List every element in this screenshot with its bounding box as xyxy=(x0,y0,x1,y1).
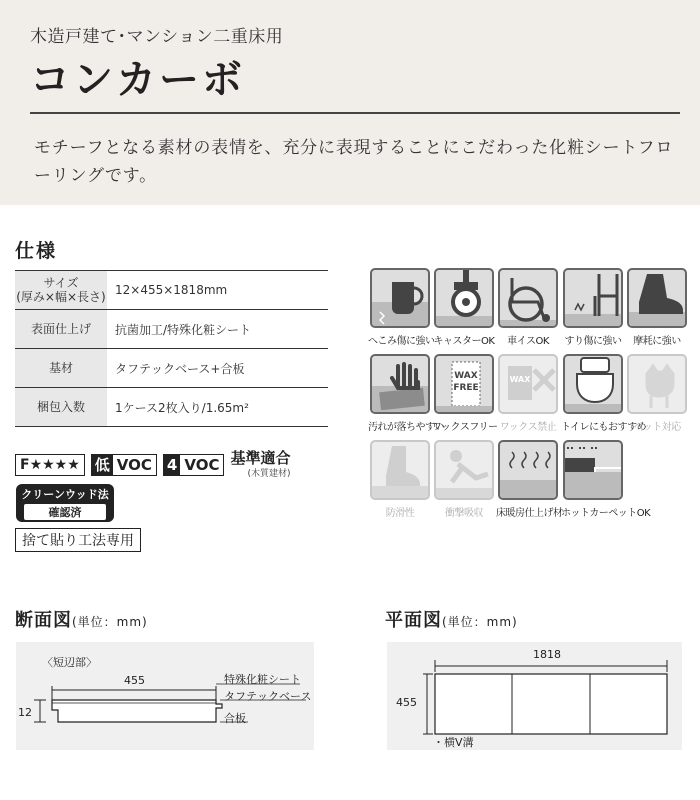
shoe-wear-icon xyxy=(627,268,687,328)
spec-label-packing: 梱包入数 xyxy=(15,388,107,426)
feature-label: トイレにもおすすめ xyxy=(561,422,647,433)
feature-label: 防滑性 xyxy=(385,508,415,519)
plan-drawing xyxy=(387,642,682,750)
feature-label: ワックスフリー xyxy=(432,422,498,433)
fall-impact-icon xyxy=(434,440,494,500)
fstar-badge: F★★★★ xyxy=(15,454,85,476)
four-voc-badge: 4 VOC xyxy=(163,454,225,476)
spec-row-packing xyxy=(15,388,328,427)
mug-dent-icon xyxy=(370,268,430,328)
plan-diagram-title: 平面図(単位：mm) xyxy=(385,610,518,631)
layer-toughtec-label: タフテックベース xyxy=(224,690,312,703)
title-divider xyxy=(30,112,680,114)
feature-label: 摩耗に強い xyxy=(633,336,681,347)
feature-foot-anti-slip xyxy=(370,440,432,519)
wheelchair-icon xyxy=(498,268,558,328)
svg-text:WAX: WAX xyxy=(454,371,478,381)
section-drawing xyxy=(16,642,314,750)
section-diagram-title: 断面図(単位：mm) xyxy=(15,610,148,631)
svg-text:FREE: FREE xyxy=(453,383,479,393)
pet-dog-icon xyxy=(627,354,687,414)
feature-fall-impact xyxy=(434,440,496,519)
feature-label: キャスターOK xyxy=(433,336,495,347)
section-diagram xyxy=(16,642,314,750)
toilet-icon xyxy=(563,354,623,414)
layer-plywood-label: 合板 xyxy=(224,712,246,725)
feature-toilet xyxy=(561,354,647,433)
feature-label: 床暖房仕上げ材 xyxy=(496,508,563,519)
spec-value-size: 12×455×1818mm xyxy=(115,283,228,297)
spec-value-finish: 抗菌加工/特殊化粧シート xyxy=(115,322,252,337)
feature-shoe-wear xyxy=(627,268,689,347)
spec-heading: 仕様 xyxy=(15,240,58,262)
feature-label: 車イスOK xyxy=(507,336,549,347)
product-title: コンカーボ xyxy=(30,57,245,103)
header-band xyxy=(0,0,700,205)
feature-floor-heating xyxy=(496,440,563,519)
construction-method-badge: 捨て貼り工法専用 xyxy=(15,528,141,552)
section-thickness-label: 12 xyxy=(18,706,32,719)
wax-free-icon xyxy=(434,354,494,414)
wax-prohibited-icon xyxy=(498,354,558,414)
feature-mug-dent xyxy=(368,268,435,347)
spec-value-base: タフテックベース+合板 xyxy=(115,361,245,376)
short-edge-label: 〈短辺部〉 xyxy=(42,656,97,669)
feature-label: 汚れが落ちやすい xyxy=(368,422,444,433)
feature-label: すり傷に強い xyxy=(564,336,622,347)
spec-label-size: サイズ (厚み×幅×長さ) xyxy=(15,271,107,309)
spec-label-finish: 表面仕上げ xyxy=(15,310,107,348)
spec-row-size xyxy=(15,271,328,310)
layer-decor-sheet-label: 特殊化粧シート xyxy=(224,673,301,686)
feature-pet-dog xyxy=(627,354,689,433)
feature-chair-scratch xyxy=(563,268,625,347)
hot-carpet-icon xyxy=(563,440,623,500)
feature-label: ペット対応 xyxy=(633,422,681,433)
plan-width-label: 455 xyxy=(396,696,417,709)
svg-text:WAX: WAX xyxy=(509,375,531,384)
v-groove-label: ・横V溝 xyxy=(433,736,474,749)
feature-wiping-hand xyxy=(368,354,444,433)
feature-wax-free xyxy=(434,354,496,433)
feature-caster-wheel xyxy=(434,268,496,347)
plan-length-label: 1818 xyxy=(533,648,561,661)
caster-wheel-icon xyxy=(434,268,494,328)
feature-label: ワックス禁止 xyxy=(499,422,557,433)
spec-row-base xyxy=(15,349,328,388)
spec-label-base: 基材 xyxy=(15,349,107,387)
cleanwood-badge: クリーンウッド法 確認済 xyxy=(16,484,114,522)
floor-heating-icon xyxy=(498,440,558,500)
compliance-badge: 基準適合 (木質建材) xyxy=(230,449,291,479)
feature-label: 衝撃吸収 xyxy=(445,508,483,519)
spec-row-finish xyxy=(15,310,328,349)
spec-value-packing: 1ケース2枚入り/1.65m² xyxy=(115,400,249,415)
wiping-hand-icon xyxy=(370,354,430,414)
feature-label: へこみ傷に強い xyxy=(368,336,435,347)
plan-diagram xyxy=(387,642,682,750)
certification-badges xyxy=(15,450,290,479)
feature-wheelchair xyxy=(498,268,560,347)
feature-label: ホットカーペットOK xyxy=(561,508,651,519)
feature-hot-carpet xyxy=(561,440,651,519)
product-description: モチーフとなる素材の表情を、充分に表現することにこだわった化粧シートフローリングです。 xyxy=(34,138,674,186)
product-subtitle: 木造戸建て･マンション二重床用 xyxy=(30,27,284,47)
chair-scratch-icon xyxy=(563,268,623,328)
foot-anti-slip-icon xyxy=(370,440,430,500)
section-width-label: 455 xyxy=(124,674,145,687)
low-voc-badge: 低 VOC xyxy=(91,454,157,476)
feature-wax-prohibited xyxy=(498,354,560,433)
spec-table xyxy=(15,270,328,427)
